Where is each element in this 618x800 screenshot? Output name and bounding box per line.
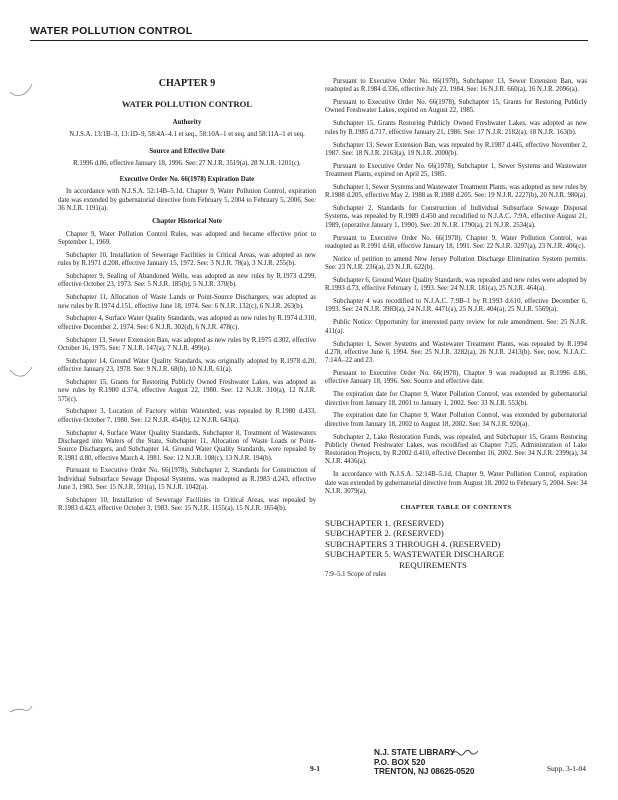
history-paragraph: Subchapter 10, Installation of Sewerage Facilities in Critical Areas, was repealed by R.1983 d.423, effective October 3, 1983. See: 15 N.J.R. 1155(a), 15 N.J.R. 1654(b). bbox=[58, 496, 316, 513]
source-heading: Source and Effective Date bbox=[149, 147, 225, 155]
history-paragraph: The expiration date for Chapter 9, Water Pollution Control, was extended by gubernatorial directive from January 18, 2002 to August 18, 2002. See: 34 N.J.R. 920(a). bbox=[325, 412, 587, 428]
history-paragraph: Subchapter 3, Location of Factory within Watershed, was repealed by R.1980 d.433, effective October 7, 1980. See: 12 N.J.R. 454(b), 12 N.J.R. 643(a). bbox=[58, 408, 316, 424]
left-column bbox=[58, 78, 316, 518]
history-paragraph: Subchapter 2, Standards for Construction of Individual Subsurface Sewage Disposal Systems, was repealed by R.1989 d.450 and recodified to N.J.A.C. 7:9A, effective August 21, 1989, (operative January 1, 1990). See: 20 N.J.R. 1790(a), 21 N.J.R. 2534(a). bbox=[325, 205, 587, 229]
toc-heading: CHAPTER TABLE OF CONTENTS bbox=[400, 504, 512, 512]
history-paragraph: Subchapter 2, Lake Restoration Funds, was repealed, and Subchapter 15, Grants Restoring Publicly Owned Freshwater Lakes, was recodified as Chapter 7:25, Administration of Lake Restoration Projects, by R.2002 d.410, effective December 16, 2002. See: 34 N.J.R. 2399(a), 34 N.J.R. 4436(a). bbox=[325, 433, 587, 466]
expiration-text: In accordance with N.J.S.A. 52:14B–5.1d, Chapter 9, Water Pollution Control, expiration date was extended by gubernatorial directive from February 5, 2004 to February 5, 2006. See: 36 N.J.R. 1191(a). bbox=[58, 188, 316, 213]
history-paragraph: Pursuant to Executive Order No. 66(1978), Subchapter 13, Sewer Extension Ban, was readopted as R.1984 d.336, effective July 23, 1984. See: 16 N.J.R. 660(a), 16 N.J.R. 2096(a). bbox=[325, 78, 587, 94]
history-paragraph: Subchapter 6, Ground Water Quality Standards, was repealed and new rules were adopted by R.1993 d.73, effective February 1, 1993. See: 24 N.J.R. 181(a), 25 N.J.R. 464(a). bbox=[325, 276, 587, 293]
expiration-heading: Executive Order No. 66(1978) Expiration Date bbox=[119, 176, 255, 184]
history-paragraph: Subchapter 1, Sewer Systems and Wastewater Treatment Plants, was adopted as new rules by R.1988 d.205, effective May 2, 1988 as R.1988 d.205. See: 19 N.J.R. 2227(b), 20 N.J.R. 980(a). bbox=[325, 183, 587, 200]
history-paragraph: Subchapter 15, Grants for Restoring Publicly Owned Freshwater Lakes, was adopted as new rules by R.1980 d.374, effective August 22, 1980. See: 12 N.J.R. 310(a), 12 N.J.R. 575(c). bbox=[58, 378, 316, 403]
authority-heading: Authority bbox=[172, 119, 202, 126]
stamp-line-1: N.J. STATE LIBRARY bbox=[374, 748, 456, 757]
binder-hole-mark bbox=[8, 700, 34, 718]
history-paragraph: In accordance with N.J.S.A. 52:14B–5.1d, Chapter 9, Water Pollution Control, expiration date was extended by gubernatorial directive from August 18, 2002 to February 5, 2004. See: 34 N.J.R. 3079(a). bbox=[325, 471, 587, 495]
toc-subchapter-1: SUBCHAPTER 1. (RESERVED) bbox=[325, 517, 444, 528]
history-paragraph: Subchapter 9, Sealing of Abandoned Wells, was adopted as new rules by R.1973 d.299, effective October 23, 1973. See: 5 N.J.R. 185(b), 5 N.J.R. 370(b). bbox=[58, 273, 316, 289]
history-paragraph: Notice of petition to amend New Jersey Pollution Discharge Elimination System permits. See: 23 N.J.R. 236(a), 23 N.J.R. 622(b). bbox=[325, 255, 587, 272]
toc-subchapters-3-4: SUBCHAPTERS 3 THROUGH 4. (RESERVED) bbox=[325, 538, 501, 549]
history-heading: Chapter Historical Note bbox=[152, 218, 222, 226]
history-paragraph: Chapter 9, Water Pollution Control Rules, was adopted and became effective prior to September 1, 1969. bbox=[58, 230, 316, 246]
right-column bbox=[325, 78, 587, 579]
running-header: WATER POLLUTION CONTROL bbox=[30, 25, 588, 41]
history-paragraph: Subchapter 1, Sewer Systems and Wastewater Treatment Plants, was repealed by R.1994 d.278, effective June 6, 1994. See: 25 N.J.R. 3282(a), 26 N.J.R. 2413(b). See, now, N.J.A.C. 7:14A–22 and 23. bbox=[325, 340, 587, 365]
supplement-date: Supp. 3-1-04 bbox=[546, 764, 586, 773]
binder-hole-mark bbox=[8, 364, 34, 382]
chapter-title: WATER POLLUTION CONTROL bbox=[121, 99, 253, 109]
toc-subchapter-5: SUBCHAPTER 5. WASTEWATER DISCHARGE bbox=[325, 549, 505, 560]
library-stamp bbox=[374, 748, 490, 777]
history-paragraph: Subchapter 13, Sewer Extension Ban, was repealed by R.1987 d.445, effective November 2, 1987. See: 18 N.J.R. 2163(a), 19 N.J.R. 2000(b). bbox=[325, 141, 587, 157]
history-paragraph: Subchapter 4, Surface Water Quality Standards, was adopted as new rules by R.1974 d.310, effective December 2, 1974. See: 6 N.J.R. 302(d), 6 N.J.R. 478(c). bbox=[58, 315, 316, 331]
stamp-line-3: TRENTON, NJ 08625-0520 bbox=[374, 767, 475, 777]
toc-section-item: 7:9–5.1 Scope of rules bbox=[325, 571, 387, 579]
history-paragraph: Subchapter 4, Surface Water Quality Standards, Subchapter 8, Treatment of Wastewaters Discharged into Waters of the State, Subchapter 11, Allocation of Waste Loads or Point-Source Dischargers, and Subchapter 14, Ground Water Quality Standards, were repealed by R.1981 d.80, effective March 4, 1981. See: 12 N.J.R. 108(c), 13 N.J.R. 194(b). bbox=[58, 429, 316, 462]
stamp-line-2: P.O. BOX 520 bbox=[374, 757, 426, 767]
page-number: 9-1 bbox=[310, 764, 320, 773]
toc-subchapter-2: SUBCHAPTER 2. (RESERVED) bbox=[325, 528, 444, 539]
stamp-signature-icon bbox=[450, 748, 480, 758]
history-paragraph: Pursuant to Executive Order No. 66(1978), Subchapter 15, Grants for Restoring Publicly Owned Freshwater Lakes, expired on August 22, 1985. bbox=[325, 99, 587, 115]
toc-subchapter-5-cont: REQUIREMENTS bbox=[399, 559, 467, 570]
history-paragraph: Pursuant to Executive Order No. 66(1978), Subchapter 1, Sewer Systems and Wastewater Treatment Plants, expired on April 25, 1985. bbox=[325, 162, 587, 179]
binder-hole-mark bbox=[8, 82, 34, 100]
history-paragraph: Subchapter 13, Sewer Extension Ban, was adopted as new rules by R.1975 d.302, effective October 16, 1975. See: 7 N.J.R. 147(a), 7 N.J.R. 499(e). bbox=[58, 336, 316, 352]
history-paragraph: The expiration date for Chapter 9, Water Pollution Control, was extended by gubernatorial directive from January 18, 2001 to January 1, 2002. See: 33 N.J.R. 553(b). bbox=[325, 391, 587, 407]
history-paragraph: Pursuant to Executive Order No. 66(1978), Chapter 9 was readopted as R.1996 d.86, effective January 18, 1996. See: Source and effective date. bbox=[325, 370, 587, 386]
history-paragraph: Pursuant to Executive Order No. 66(1978), Subchapter 2, Standards for Construction of Individual Subsurface Sewage Disposal Systems, was readopted as R.1983 d.243, effective June 3, 1983. See: 15 N.J.R. 591(a), 15 N.J.R. 1042(a). bbox=[58, 467, 316, 492]
chapter-number: CHAPTER 9 bbox=[158, 78, 216, 89]
history-paragraph: Subchapter 10, Installation of Sewerage Facilities in Critical Areas, was adopted as new rules by R.1971 d.208, effective January 15, 1972. See: 3 N.J.R. 78(a), 3 N.J.R. 255(b). bbox=[58, 251, 316, 268]
history-paragraph: Subchapter 15, Grants Restoring Publicly Owned Freshwater Lakes, was adopted as new rules by R.1985 d.717, effective January 21, 1986. See: 17 N.J.R. 2182(a), 18 N.J.R. 163(b). bbox=[325, 120, 587, 136]
authority-text: N.J.S.A. 13:1B–3, 13:1D–9, 58:4A–4.1 et seq., 58:10A–1 et seq. and 58:11A–1 et seq. bbox=[69, 131, 305, 139]
history-paragraph: Public Notice: Opportunity for interested party review for rule amendment. See: 25 N.J.R. 411(a). bbox=[325, 319, 587, 335]
source-text: R.1996 d.86, effective January 18, 1996. See: 27 N.J.R. 3519(a), 28 N.J.R. 1201(c). bbox=[73, 159, 301, 167]
history-paragraph: Subchapter 4 was recodified to N.J.A.C. 7:9B–1 by R.1993 d.610, effective December 6, 1993. See: 24 N.J.R. 3983(a), 24 N.J.R. 4471(a), 25 N.J.R. 404(a), 25 N.J.R. 5569(a). bbox=[325, 298, 587, 314]
history-paragraph: Pursuant to Executive Order No. 66(1978), Chapter 9, Water Pollution Control, was readopted as R.1991 d.68, effective January 18, 1991. See: 22 N.J.R. 3297(a), 23 N.J.R. 406(c). bbox=[325, 234, 587, 250]
history-paragraph: Subchapter 14, Ground Water Quality Standards, was originally adopted by R.1978 d.20, effective January 23, 1978. See: 9 N.J.R. 68(b), 10 N.J.R. 61(a). bbox=[58, 357, 316, 374]
history-paragraph: Subchapter 11, Allocation of Waste Lands or Point-Source Dischargers, was adopted as new rules by R.1974 d.151, effective June 18, 1974. See: 6 N.J.R. 132(c), 6 N.J.R. 263(b). bbox=[58, 294, 316, 310]
